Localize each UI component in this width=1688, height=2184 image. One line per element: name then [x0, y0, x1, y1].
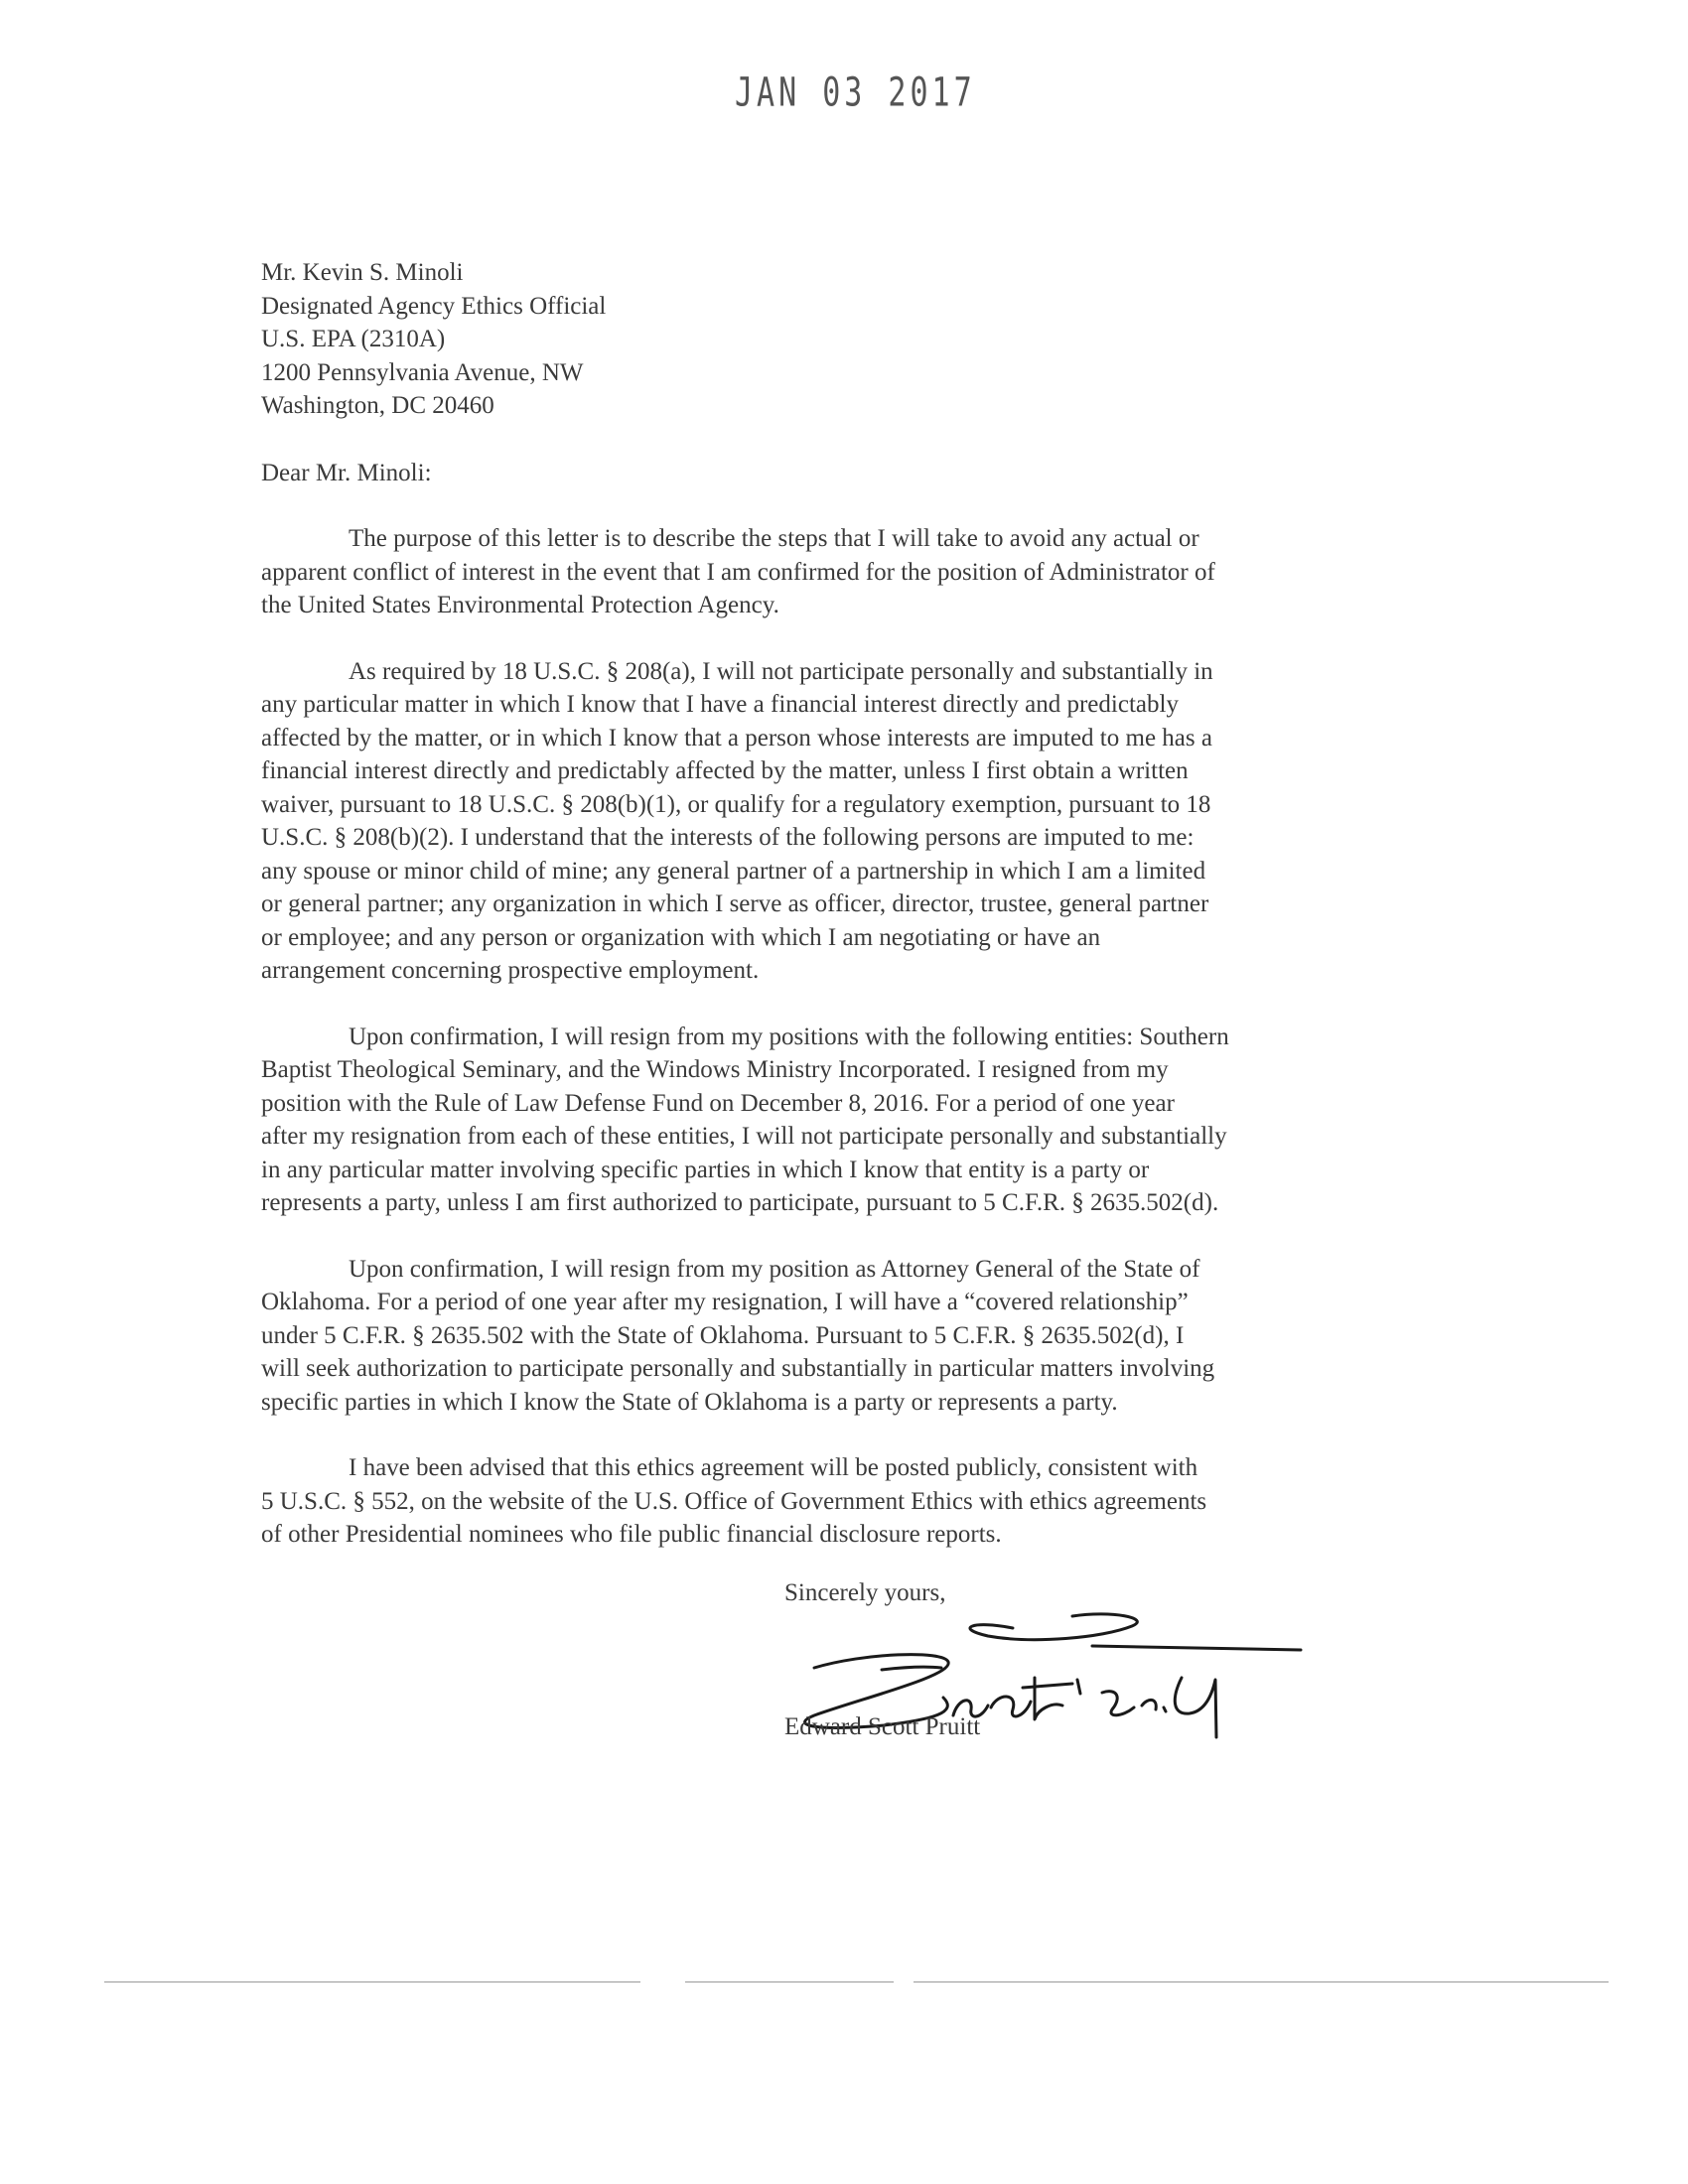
paragraph-line: any particular matter in which I know that I have a financial interest directly and predictably [261, 691, 1179, 718]
paragraph-line: 5 U.S.C. § 552, on the website of the U.S. Office of Government Ethics with ethics agreements [261, 1487, 1207, 1515]
paragraph-line: will seek authorization to participate personally and substantially in particular matters involving [261, 1355, 1215, 1382]
recipient-name: Mr. Kevin S. Minoli [261, 259, 464, 286]
paragraph-line: financial interest directly and predictably affected by the matter, unless I first obtain a written [261, 757, 1189, 784]
paragraph-line: I have been advised that this ethics agreement will be posted publicly, consistent with [349, 1454, 1198, 1481]
paragraph-public-posting [261, 1451, 1403, 1552]
paragraph-line: any spouse or minor child of mine; any general partner of a partnership in which I am a limited [261, 857, 1206, 885]
signer-name: Edward Scott Pruitt [784, 1713, 981, 1740]
paragraph-line: position with the Rule of Law Defense Fund on December 8, 2016. For a period of one year [261, 1089, 1175, 1117]
paragraph-resignation-entities [261, 1021, 1403, 1220]
salutation: Dear Mr. Minoli: [261, 459, 432, 486]
paragraph-line: specific parties in which I know the State of Oklahoma is a party or represents a party. [261, 1388, 1118, 1416]
paragraph-line: As required by 18 U.S.C. § 208(a), I will not participate personally and substantially in [349, 657, 1213, 685]
paragraph-line: the United States Environmental Protection Agency. [261, 592, 779, 618]
paragraph-line: U.S.C. § 208(b)(2). I understand that the interests of the following persons are imputed to me: [261, 824, 1195, 851]
paragraph-purpose [261, 522, 1403, 622]
footer-divider [685, 1981, 894, 1982]
paragraph-line: or general partner; any organization in which I serve as officer, director, trustee, general partner [261, 890, 1209, 917]
paragraph-line: in any particular matter involving specific parties in which I know that entity is a party or [261, 1156, 1150, 1183]
recipient-address-block [261, 256, 1403, 423]
paragraph-line: under 5 C.F.R. § 2635.502 with the State of Oklahoma. Pursuant to 5 C.F.R. § 2635.502(d), I [261, 1321, 1185, 1349]
recipient-city: Washington, DC 20460 [261, 392, 494, 419]
paragraph-line: apparent conflict of interest in the event that I am confirmed for the position of Administrator of [261, 558, 1215, 586]
recipient-title: Designated Agency Ethics Official [261, 292, 607, 320]
recipient-office: U.S. EPA (2310A) [261, 326, 446, 352]
paragraph-line: after my resignation from each of these entities, I will not participate personally and substantially [261, 1123, 1227, 1150]
received-date-stamp: JAN 03 2017 [735, 69, 976, 117]
footer-divider [104, 1981, 640, 1982]
letter-body [261, 256, 1403, 1552]
closing: Sincerely yours, [784, 1579, 946, 1606]
paragraph-financial-interest [261, 655, 1403, 988]
paragraph-line: or employee; and any person or organization with which I am negotiating or have an [261, 923, 1101, 951]
paragraph-line: affected by the matter, or in which I know that a person whose interests are imputed to me has a [261, 724, 1212, 751]
paragraph-line: of other Presidential nominees who file public financial disclosure reports. [261, 1521, 1002, 1548]
recipient-street: 1200 Pennsylvania Avenue, NW [261, 358, 584, 386]
paragraph-line: Upon confirmation, I will resign from my positions with the following entities: Southern [349, 1023, 1229, 1050]
paragraph-attorney-general [261, 1253, 1403, 1420]
paragraph-line: The purpose of this letter is to describe the steps that I will take to avoid any actual or [349, 525, 1199, 552]
paragraph-line: Baptist Theological Seminary, and the Windows Ministry Incorporated. I resigned from my [261, 1056, 1169, 1083]
paragraph-line: Upon confirmation, I will resign from my position as Attorney General of the State of [349, 1255, 1200, 1283]
paragraph-line: represents a party, unless I am first authorized to participate, pursuant to 5 C.F.R. § 2635.502(d). [261, 1189, 1219, 1216]
handwritten-signature [774, 1598, 1311, 1767]
paragraph-line: arrangement concerning prospective employment. [261, 957, 760, 984]
paragraph-line: Oklahoma. For a period of one year after my resignation, I will have a “covered relationship” [261, 1289, 1189, 1315]
paragraph-line: waiver, pursuant to 18 U.S.C. § 208(b)(1), or qualify for a regulatory exemption, pursuant to 18 [261, 790, 1211, 818]
footer-divider [914, 1981, 1609, 1982]
